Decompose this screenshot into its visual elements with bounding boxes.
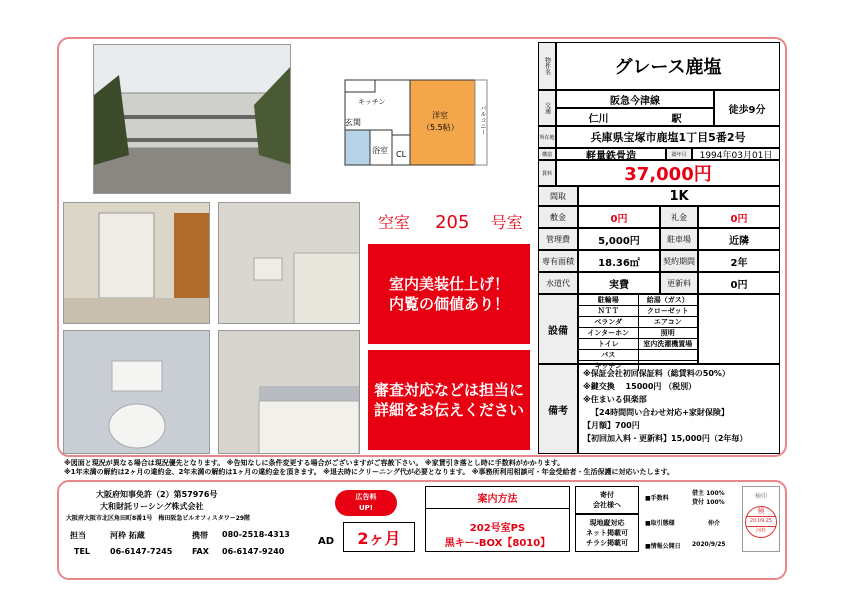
ad-label: AD (318, 536, 335, 547)
guide-line-2: 黒キー-BOX【8010】 (444, 538, 551, 549)
promo-line-4: 詳細をお伝えください (373, 401, 524, 419)
stamp-name: 河枠 (755, 528, 766, 534)
contract: 2年 (698, 250, 780, 272)
station-name: 仁川 (588, 113, 609, 125)
walk-time: 徒歩9分 (714, 90, 780, 126)
guide-box (425, 486, 570, 552)
equipment-item: 駐輪場 (579, 295, 639, 305)
equipment-item: トイレ (579, 339, 639, 349)
info-table (538, 42, 780, 454)
floor-plan-kitchen: キッチン (358, 98, 386, 106)
floor-plan-bath: 浴室 (372, 146, 388, 155)
label-area: 専有面積 (538, 250, 578, 272)
equipment-row (579, 339, 697, 350)
note-5: 【月額】700円 (583, 421, 640, 430)
sub-box (575, 514, 639, 552)
floor-plan-room: 洋室 (432, 111, 448, 120)
structure: 軽量鉄骨造 (556, 148, 666, 160)
toilet-photo (63, 330, 210, 454)
floor-plan (340, 75, 490, 170)
guide-title: 案内方法 (426, 487, 569, 509)
floor-plan-closet: CL (396, 150, 407, 159)
fee-label: ■手数料 (645, 495, 669, 502)
layout: 1K (578, 186, 780, 206)
update-label: ■情報公開日 (645, 543, 681, 550)
station-suffix: 駅 (671, 113, 682, 125)
sub-line-1: 現地縦対応 (589, 519, 625, 527)
promo-line-2: 内覧の価値あり！ (388, 295, 509, 313)
floor-plan-entrance: 玄関 (345, 118, 361, 127)
area: 18.36㎡ (578, 250, 660, 272)
sub-line-3: チラシ掲載可 (586, 539, 628, 547)
note-6: 【初回加入料・更新料】15,000円（2年毎） (583, 434, 748, 443)
promo-box-2 (368, 350, 530, 450)
label-layout: 間取 (538, 186, 578, 206)
notes-box (578, 364, 780, 454)
reikin: 0円 (698, 206, 780, 228)
tel-label: TEL (74, 547, 91, 556)
vacancy-suffix: 号室 (490, 213, 523, 232)
stamp-top: 検 (757, 507, 765, 515)
stamp-seal (745, 506, 777, 538)
property-name: グレース鹿塩 (556, 42, 780, 90)
vacancy-prefix: 空室 (378, 213, 411, 232)
exterior-photo (93, 44, 291, 194)
label-equipment: 設備 (538, 294, 578, 364)
equipment-item: インターホン (579, 328, 639, 338)
label-name: 物件名 (538, 42, 556, 90)
promo-line-3: 審査対応などは担当に (373, 380, 524, 399)
equipment-item: エアコン (653, 318, 682, 326)
label-renewal: 更新料 (660, 272, 698, 294)
floor-plan-balcony: バルコニー (479, 105, 486, 135)
disclaimer-line-1: ※図面と現況が異なる場合は現況優先となります。 ※告知なしに条件変更する場合がございますがご容赦下さい。 ※家賃引き落とし時に手数料がかかります。 (64, 459, 565, 467)
equipment-row (579, 295, 697, 306)
equipment-row (579, 306, 697, 317)
label-shikikin: 敷金 (538, 206, 578, 228)
ad-value-box (343, 522, 415, 552)
company-address: 大阪府大阪市北区角田町8番1号 梅田阪急ビルオフィスタワー29階 (66, 515, 251, 522)
label-location: 所在地 (538, 126, 556, 148)
fax-label: FAX (192, 547, 209, 556)
vacancy-number: 205 (435, 212, 470, 233)
sub-line-2: ネット掲載可 (586, 529, 628, 537)
water: 実費 (578, 272, 660, 294)
ad-badge-line-1: 広告料 (355, 493, 377, 501)
note-3: ※住まいる倶楽部 (583, 395, 647, 404)
stamp-title: 検印 (754, 493, 767, 500)
vacancy-label (378, 210, 523, 233)
note-1: ※保証会社初回保証料（総賃料の50%） (583, 369, 730, 378)
mobile-label: 携帯 (192, 531, 208, 540)
label-reikin: 礼金 (660, 206, 698, 228)
equipment-item: ベランダ (579, 317, 639, 327)
label-structure: 構造 (538, 148, 556, 160)
ad-value: 2ヶ月 (357, 528, 401, 548)
ad-badge-line-2: UP! (358, 504, 373, 512)
equipment-row (579, 350, 697, 361)
equipment-grid (578, 294, 698, 370)
tanto-label: 担当 (70, 531, 86, 540)
rent: 37,000円 (556, 160, 780, 186)
guide-line-1: 202号室PS (469, 523, 526, 534)
floor-plan-room-size: （5.5帖） (422, 123, 459, 132)
note-4: 【24時間問い合わせ対応+家財保険】 (591, 408, 729, 417)
label-notes: 備考 (538, 364, 578, 454)
label-traffic: 交通 (538, 90, 556, 126)
equipment-item: ＮＴＴ (579, 306, 639, 316)
room-photo (63, 202, 210, 324)
tanto-name: 河枠 拓蔵 (110, 531, 145, 540)
equipment-row (579, 317, 697, 328)
equipment-item: 照明 (660, 329, 675, 337)
equipment-item: バス (579, 350, 639, 360)
equipment-blank (698, 294, 780, 364)
equipment-item: キッチン (579, 361, 639, 371)
equipment-item (639, 350, 698, 360)
label-contract: 契約期間 (660, 250, 698, 272)
mobile-number: 080-2518-4313 (222, 530, 290, 539)
kitchen-photo (218, 330, 360, 454)
tel-number: 06-6147-7245 (110, 547, 173, 556)
fee-value-2: 貸付 100% (692, 499, 725, 506)
license: 大阪府知事免許（2）第57976号 (96, 490, 218, 499)
note-2: ※鍵交換 15000円 （税別） (583, 382, 697, 391)
disclaimer-line-2: ※1年未満の解約は2ヶ月の違約金、2年未満の解約は1ヶ月の違約金を頂きます。 ※退去時にクリーニング代が必要となります。 ※事務所利用相談可・年金受給者・生活保護に対応いたします。 (64, 468, 674, 476)
yosetsuke-box: 寄付 会社様へ (575, 486, 639, 514)
label-water: 水道代 (538, 272, 578, 294)
equipment-row (579, 328, 697, 339)
ad-badge (335, 490, 397, 516)
stamp-box (742, 486, 780, 552)
promo-line-1: 室内美装仕上げ！ (388, 274, 509, 293)
equipment-item: クローゼット (646, 307, 689, 315)
label-parking: 駐車場 (660, 228, 698, 250)
label-rent: 賃料 (538, 160, 556, 186)
train-line: 阪急今津線 (556, 90, 714, 108)
address: 兵庫県宝塚市鹿塩1丁目5番2号 (556, 126, 780, 148)
kanrihi: 5,000円 (578, 228, 660, 250)
shikikin: 0円 (578, 206, 660, 228)
torihiki-label: ■取引態様 (645, 520, 675, 527)
renewal: 0円 (698, 272, 780, 294)
update-value: 2020/9/25 (692, 541, 726, 548)
company: 大和財託リーシング株式会社 (100, 502, 204, 511)
equipment-item: 室内洗濯機置場 (643, 340, 693, 348)
equipment-item: 給湯（ガス） (646, 296, 689, 304)
stamp-date: 20.09.25 (746, 516, 776, 527)
disclaimer (64, 459, 784, 477)
parking: 近隣 (698, 228, 780, 250)
label-kanrihi: 管理費 (538, 228, 578, 250)
fax-number: 06-6147-9240 (222, 547, 285, 556)
promo-box-1 (368, 244, 530, 344)
fee-value-1: 借主 100% (692, 490, 725, 497)
torihiki-value: 仲介 (708, 520, 721, 527)
built-date: 1994年03月01日 (692, 148, 780, 160)
bathroom-photo (218, 202, 360, 324)
label-built: 築年月 (666, 148, 692, 160)
station (556, 108, 714, 126)
